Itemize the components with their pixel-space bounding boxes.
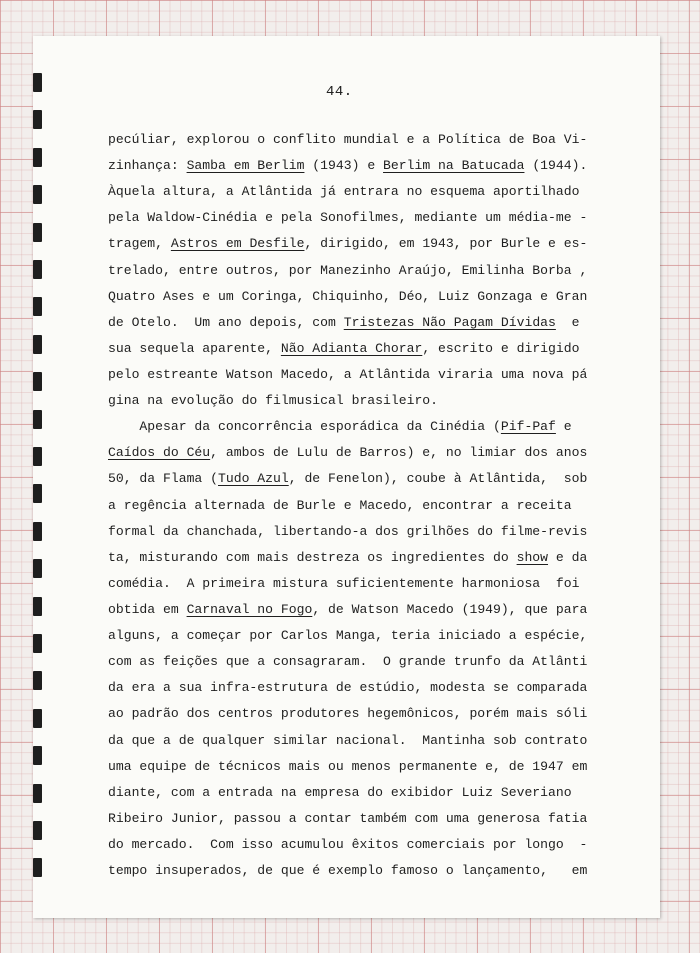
- text-segment: ta, misturando com mais destreza os ingredientes do: [108, 549, 517, 565]
- text-segment: trelado, entre outros, por Manezinho Araújo, Emilinha Borba ,: [108, 262, 588, 278]
- text-line: [108, 336, 628, 362]
- binding-hole: [33, 185, 42, 204]
- body-text: [108, 127, 628, 884]
- text-line: [108, 545, 628, 571]
- page-number: 44.: [326, 84, 353, 100]
- binding-hole: [33, 260, 42, 279]
- text-segment: diante, com a entrada na empresa do exibidor Luiz Severiano: [108, 784, 572, 800]
- text-segment: , de Watson Macedo (1949), que para: [312, 601, 588, 617]
- binding-hole: [33, 671, 42, 690]
- underlined-title: Tudo Azul: [218, 471, 289, 487]
- underlined-title: Berlim na Batucada: [383, 158, 525, 174]
- text-segment: a regência alternada de Burle e Macedo, encontrar a receita: [108, 497, 572, 513]
- text-segment: alguns, a começar por Carlos Manga, teria iniciado a espécie,: [108, 628, 588, 644]
- text-line: [108, 493, 628, 519]
- text-line: [108, 284, 628, 310]
- text-line: [108, 675, 628, 701]
- text-segment: formal da chanchada, libertando-a dos grilhões do filme-revis: [108, 523, 588, 539]
- text-line: [108, 205, 628, 231]
- underlined-title: Pif-Paf: [500, 419, 556, 435]
- text-segment: e da: [548, 549, 588, 565]
- text-line: [108, 858, 628, 884]
- text-line: [108, 153, 628, 179]
- text-segment: comédia. A primeira mistura suficientemente harmoniosa foi: [108, 575, 580, 591]
- text-segment: uma equipe de técnicos mais ou menos permanente e, de 1947 em: [108, 758, 588, 774]
- binding-hole: [33, 634, 42, 653]
- text-segment: obtida em: [108, 601, 187, 617]
- underlined-title: Samba em Berlim: [186, 158, 305, 174]
- binding-holes: [33, 36, 53, 918]
- text-segment: e: [555, 419, 572, 435]
- text-line: [108, 362, 628, 388]
- text-line: [108, 414, 628, 440]
- text-line: [108, 728, 628, 754]
- binding-hole: [33, 297, 42, 316]
- text-segment: Quatro Ases e um Coringa, Chiquinho, Déo, Luiz Gonzaga e Gran: [108, 288, 588, 304]
- text-line: [108, 754, 628, 780]
- text-segment: Àquela altura, a Atlântida já entrara no esquema aportilhado: [108, 184, 580, 200]
- text-line: [108, 780, 628, 806]
- underlined-title: Não Adianta Chorar: [280, 340, 423, 356]
- text-line: [108, 832, 628, 858]
- binding-hole: [33, 522, 42, 541]
- text-line: [108, 258, 628, 284]
- text-segment: Apesar da concorrência esporádica da Cinédia (: [108, 419, 501, 435]
- binding-hole: [33, 372, 42, 391]
- underlined-title: Tristezas Não Pagam Dívidas: [343, 314, 556, 330]
- text-line: [108, 806, 628, 832]
- underlined-title: Caídos do Céu: [108, 445, 211, 461]
- binding-hole: [33, 73, 42, 92]
- binding-hole: [33, 223, 42, 242]
- text-segment: pelo estreante Watson Macedo, a Atlântida viraria uma nova pá: [108, 366, 588, 382]
- binding-hole: [33, 709, 42, 728]
- text-line: [108, 179, 628, 205]
- text-segment: sua sequela aparente,: [108, 340, 281, 356]
- text-segment: , ambos de Lulu de Barros) e, no limiar dos anos: [210, 445, 588, 461]
- underlined-title: Astros em Desfile: [170, 236, 305, 252]
- text-line: [108, 388, 628, 414]
- text-segment: zinhança:: [108, 158, 187, 174]
- binding-hole: [33, 447, 42, 466]
- text-segment: gina na evolução do filmusical brasileiro.: [108, 393, 439, 409]
- binding-hole: [33, 559, 42, 578]
- text-line: [108, 701, 628, 727]
- binding-hole: [33, 858, 42, 877]
- text-segment: (1943) e: [304, 158, 384, 174]
- text-segment: (1944).: [524, 158, 588, 174]
- text-segment: , dirigido, em 1943, por Burle e es-: [304, 236, 588, 252]
- binding-hole: [33, 784, 42, 803]
- text-segment: Ribeiro Junior, passou a contar também com uma generosa fatia: [108, 810, 588, 826]
- text-line: [108, 623, 628, 649]
- text-segment: da era a sua infra-estrutura de estúdio, modesta se comparada: [108, 680, 588, 696]
- binding-hole: [33, 821, 42, 840]
- text-segment: , escrito e dirigido: [422, 340, 580, 356]
- text-line: [108, 127, 628, 153]
- text-line: [108, 440, 628, 466]
- underlined-title: show: [516, 549, 549, 565]
- text-line: [108, 519, 628, 545]
- text-line: [108, 466, 628, 492]
- text-line: [108, 310, 628, 336]
- binding-hole: [33, 597, 42, 616]
- text-segment: com as feições que a consagraram. O grande trunfo da Atlânti: [108, 654, 588, 670]
- text-segment: pela Waldow-Cinédia e pela Sonofilmes, mediante um média-me -: [108, 210, 588, 226]
- text-segment: pecúliar, explorou o conflito mundial e a Política de Boa Vi-: [108, 132, 588, 147]
- binding-hole: [33, 746, 42, 765]
- text-segment: da que a de qualquer similar nacional. Mantinha sob contrato: [108, 732, 588, 748]
- text-segment: do mercado. Com isso acumulou êxitos comerciais por longo -: [108, 836, 588, 852]
- binding-hole: [33, 110, 42, 129]
- text-line: [108, 231, 628, 257]
- binding-hole: [33, 148, 42, 167]
- binding-hole: [33, 484, 42, 503]
- text-segment: ao padrão dos centros produtores hegemônicos, porém mais sóli: [108, 706, 588, 722]
- text-segment: tragem,: [108, 236, 171, 252]
- text-segment: de Otelo. Um ano depois, com: [108, 314, 344, 330]
- binding-hole: [33, 335, 42, 354]
- text-segment: tempo insuperados, de que é exemplo famoso o lançamento, em: [108, 863, 588, 879]
- text-line: [108, 571, 628, 597]
- text-line: [108, 597, 628, 623]
- binding-hole: [33, 410, 42, 429]
- typewritten-page: [33, 36, 660, 918]
- text-segment: , de Fenelon), coube à Atlântida, sob: [288, 471, 588, 487]
- underlined-title: Carnaval no Fogo: [186, 601, 313, 617]
- text-segment: 50, da Flama (: [108, 471, 219, 487]
- text-line: [108, 649, 628, 675]
- text-segment: e: [555, 314, 580, 330]
